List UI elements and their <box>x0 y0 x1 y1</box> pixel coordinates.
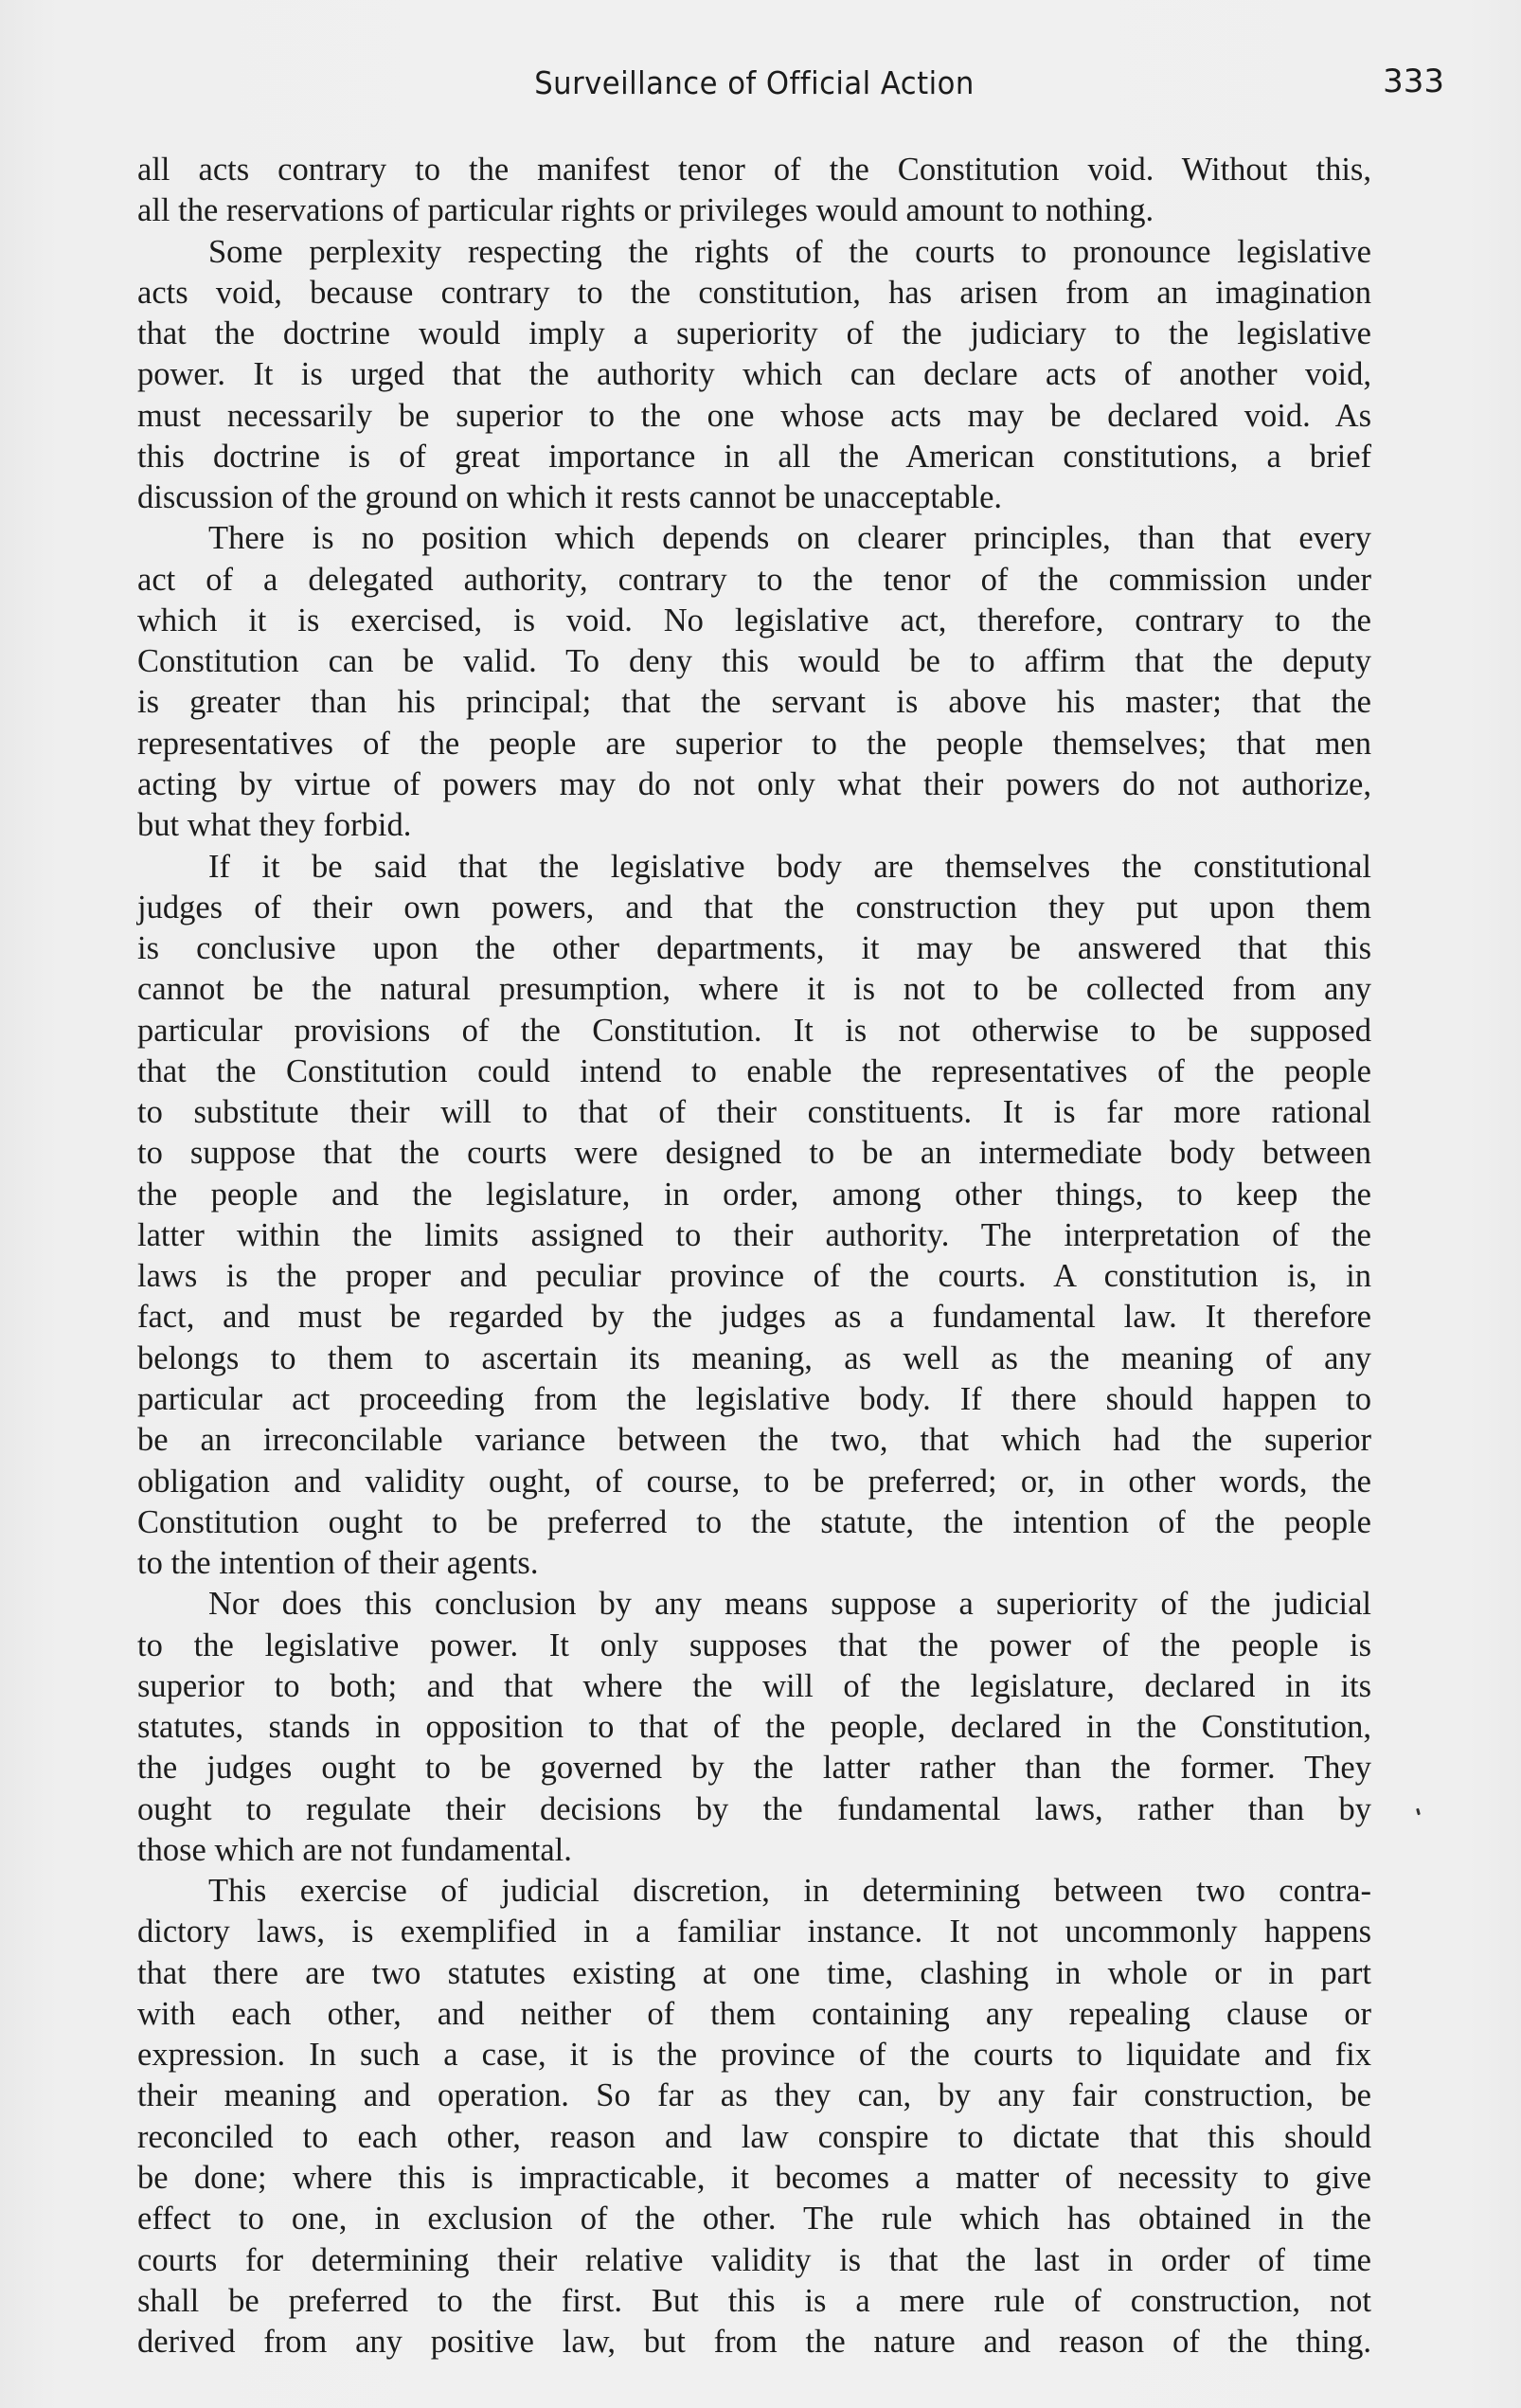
text-line: representatives of the people are superior to the people themselves; that men <box>137 725 1371 762</box>
text-line: shall be preferred to the first. But this is a mere rule of construction, not <box>137 2282 1371 2319</box>
text-line: cannot be the natural presumption, where it is not to be collected from any <box>137 971 1371 1008</box>
text-line: laws is the proper and peculiar province of the courts. A constitution is, in <box>137 1258 1371 1295</box>
body-text <box>137 150 1371 2363</box>
text-line: superior to both; and that where the will of the legislature, declared in its <box>137 1667 1371 1704</box>
text-line: that the Constitution could intend to enable the representatives of the people <box>137 1052 1371 1089</box>
page-number: 333 <box>1383 63 1444 100</box>
text-line: Nor does this conclusion by any means suppose a superiority of the judicial <box>208 1586 1371 1623</box>
text-line: is greater than his principal; that the servant is above his master; that the <box>137 684 1371 721</box>
text-line: particular act proceeding from the legislative body. If there should happen to <box>137 1380 1371 1417</box>
text-line: power. It is urged that the authority which can declare acts of another void, <box>137 356 1371 393</box>
print-speck <box>1416 1808 1421 1816</box>
paragraph <box>137 1871 1371 2363</box>
text-line: with each other, and neither of them containing any repealing clause or <box>137 1995 1371 2032</box>
text-line: which it is exercised, is void. No legislative act, therefore, contrary to the <box>137 602 1371 638</box>
paragraph <box>137 232 1371 519</box>
running-title: Surveillance of Official Action <box>534 64 975 101</box>
text-line: Constitution can be valid. To deny this would be to affirm that the deputy <box>137 643 1371 680</box>
text-line: Constitution ought to be preferred to the statute, the intention of the people <box>137 1503 1371 1540</box>
text-line: dictory laws, is exemplified in a familiar instance. It not uncommonly happens <box>137 1914 1371 1950</box>
text-line: to the intention of their agents. <box>137 1545 539 1582</box>
paragraph <box>137 847 1371 1585</box>
text-line: all acts contrary to the manifest tenor of the Constitution void. Without this, <box>137 152 1371 188</box>
text-line: be an irreconcilable variance between the two, that which had the superior <box>137 1422 1371 1459</box>
text-line: courts for determining their relative validity is that the last in order of time <box>137 2241 1371 2278</box>
text-line: the people and the legislature, in order, among other things, to keep the <box>137 1176 1371 1213</box>
text-line: be done; where this is impracticable, it becomes a matter of necessity to give <box>137 2160 1371 2197</box>
text-line: those which are not fundamental. <box>137 1831 572 1868</box>
text-line: to substitute their will to that of their constituents. It is far more rational <box>137 1094 1371 1131</box>
text-line: reconciled to each other, reason and law conspire to dictate that this should <box>137 2118 1371 2155</box>
text-line: that the doctrine would imply a superiority of the judiciary to the legislative <box>137 315 1371 352</box>
text-line: derived from any positive law, but from the nature and reason of the thing. <box>137 2324 1371 2361</box>
text-line: ought to regulate their decisions by the fundamental laws, rather than by <box>137 1790 1371 1827</box>
text-line: acting by virtue of powers may do not only what their powers do not authorize, <box>137 765 1371 802</box>
text-line: discussion of the ground on which it rests cannot be unacceptable. <box>137 479 1003 516</box>
text-line: effect to one, in exclusion of the other. The rule which has obtained in the <box>137 2201 1371 2237</box>
text-line: expression. In such a case, it is the province of the courts to liquidate and fix <box>137 2037 1371 2074</box>
paragraph <box>137 1584 1371 1871</box>
text-line: to the legislative power. It only supposes that the power of the people is <box>137 1626 1371 1663</box>
text-line: particular provisions of the Constitution. It is not otherwise to be supposed <box>137 1012 1371 1049</box>
text-line: is conclusive upon the other departments, it may be answered that this <box>137 930 1371 967</box>
text-line: but what they forbid. <box>137 807 412 844</box>
text-line: belongs to them to ascertain its meaning, as well as the meaning of any <box>137 1339 1371 1376</box>
text-line: all the reservations of particular rights or privileges would amount to nothing. <box>137 192 1154 229</box>
text-line: that there are two statutes existing at one time, clashing in whole or in part <box>137 1954 1371 1991</box>
paragraph <box>137 150 1371 232</box>
text-line: their meaning and operation. So far as they can, by any fair construction, be <box>137 2077 1371 2114</box>
text-line: There is no position which depends on clearer principles, than that every <box>208 520 1371 557</box>
text-line: to suppose that the courts were designed to be an intermediate body between <box>137 1135 1371 1172</box>
text-line: must necessarily be superior to the one whose acts may be declared void. As <box>137 397 1371 434</box>
text-line: this doctrine is of great importance in all the American constitutions, a brief <box>137 438 1371 475</box>
text-line: fact, and must be regarded by the judges as a fundamental law. It therefore <box>137 1299 1371 1336</box>
text-line: If it be said that the legislative body are themselves the constitutional <box>208 848 1371 885</box>
text-line: This exercise of judicial discretion, in determining between two contra- <box>208 1873 1371 1910</box>
text-line: Some perplexity respecting the rights of the courts to pronounce legislative <box>208 233 1371 270</box>
text-line: the judges ought to be governed by the latter rather than the former. They <box>137 1750 1371 1787</box>
text-line: statutes, stands in opposition to that of the people, declared in the Constitution, <box>137 1709 1371 1746</box>
text-line: obligation and validity ought, of course, to be preferred; or, in other words, the <box>137 1463 1371 1500</box>
text-line: judges of their own powers, and that the construction they put upon them <box>137 889 1371 925</box>
paragraph <box>137 518 1371 846</box>
text-line: acts void, because contrary to the constitution, has arisen from an imagination <box>137 274 1371 311</box>
text-line: act of a delegated authority, contrary to the tenor of the commission under <box>137 561 1371 598</box>
text-line: latter within the limits assigned to their authority. The interpretation of the <box>137 1216 1371 1253</box>
